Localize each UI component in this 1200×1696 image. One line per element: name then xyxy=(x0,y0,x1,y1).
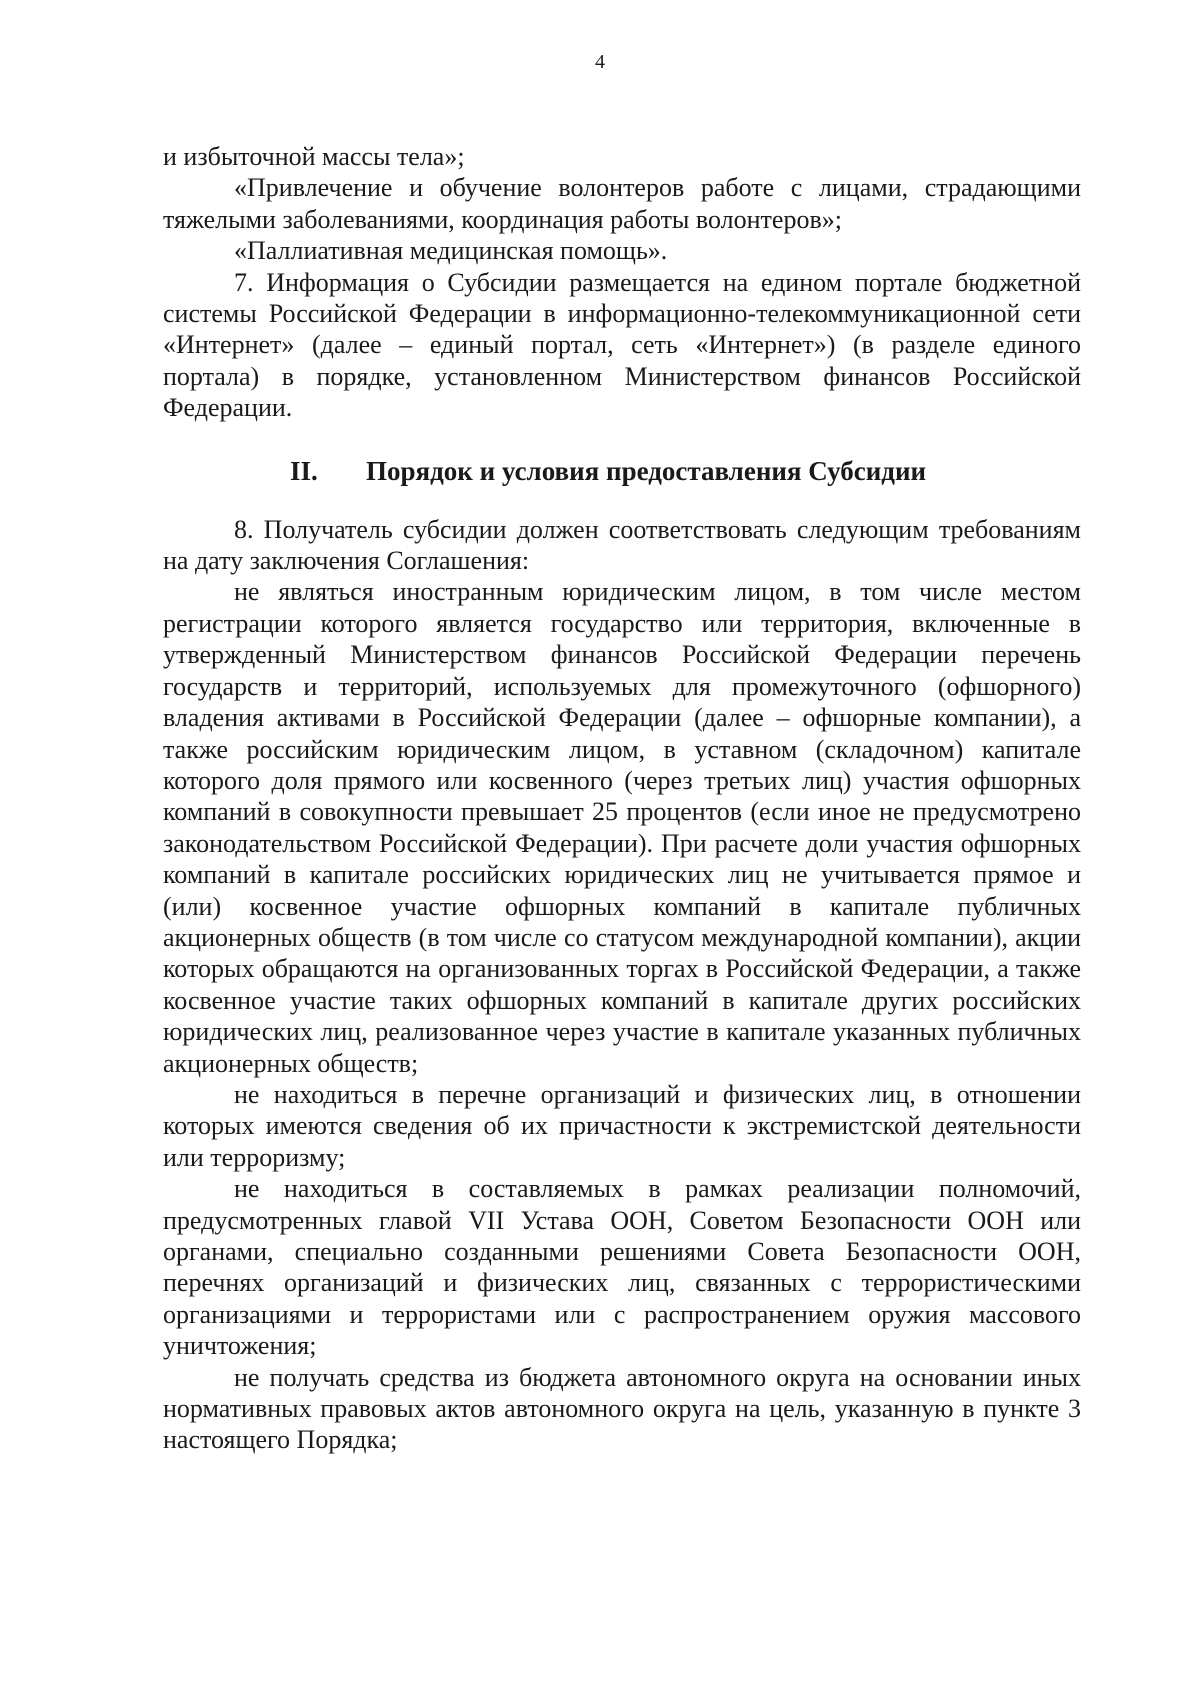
paragraph-offshore: не являться иностранным юридическим лицом, в том числе местом регистрации которого является государство или территория, включенные в утвержденный Министерством финансов Российской Федерации перечень государств и территорий, используемых для промежуточного (офшорного) владения активами в Российской Федерации (далее – офшорные компании), а также российским юридическим лицом, в уставном (складочном) капитале которого доля прямого или косвенного (через третьих лиц) участия офшорных компаний в совокупности превышает 25 процентов (если иное не предусмотрено законодательством Российской Федерации). При расчете доли участия офшорных компаний в капитале российских юридических лиц не учитывается прямое и (или) косвенное участие офшорных компаний в капитале публичных акционерных обществ (в том числе со статусом международной компании), акции которых обращаются на организованных торгах в Российской Федерации, а также косвенное участие таких офшорных компаний в капитале других российских юридических лиц, реализованное через участие в капитале указанных публичных акционерных обществ; xyxy=(163,577,1081,1078)
section-heading xyxy=(163,454,1081,488)
paragraph-palliative: «Паллиативная медицинская помощь». xyxy=(234,236,668,266)
section-number: II. xyxy=(290,455,318,486)
paragraph-extremism: не находиться в перечне организаций и физических лиц, в отношении которых имеются сведения об их причастности к экстремистской деятельности или терроризму; xyxy=(163,1079,1081,1172)
paragraph-item-8: 8. Получатель субсидии должен соответствовать следующим требованиям на дату заключения Соглашения: xyxy=(163,514,1081,576)
page-number: 4 xyxy=(595,51,605,73)
paragraph-un-sanctions: не находиться в составляемых в рамках реализации полномочий, предусмотренных главой VII Устава ООН, Советом Безопасности ООН или органами, специально созданными решениями Совета Безопасности ООН, перечнях организаций и физических лиц, связанных с террористическими организациями и террористами или с распространением оружия массового уничтожения; xyxy=(163,1174,1081,1361)
paragraph-continuation: и избыточной массы тела»; xyxy=(163,142,465,171)
section-title: Порядок и условия предоставления Субсидии xyxy=(366,455,927,486)
paragraph-item-7: 7. Информация о Субсидии размещается на едином портале бюджетной системы Российской Федерации в информационно-телекоммуникационной сети «Интернет» (далее – единый портал, сеть «Интернет») (в разделе единого портала) в порядке, установленном Министерством финансов Российской Федерации. xyxy=(163,267,1081,423)
document-body xyxy=(163,141,1081,1456)
paragraph-budget-funds: не получать средства из бюджета автономного округа на основании иных нормативных правовых актов автономного округа на цель, указанную в пункте 3 настоящего Порядка; xyxy=(163,1362,1081,1455)
paragraph-volunteers: «Привлечение и обучение волонтеров работе с лицами, страдающими тяжелыми заболеваниями, координация работы волонтеров»; xyxy=(163,173,1081,234)
